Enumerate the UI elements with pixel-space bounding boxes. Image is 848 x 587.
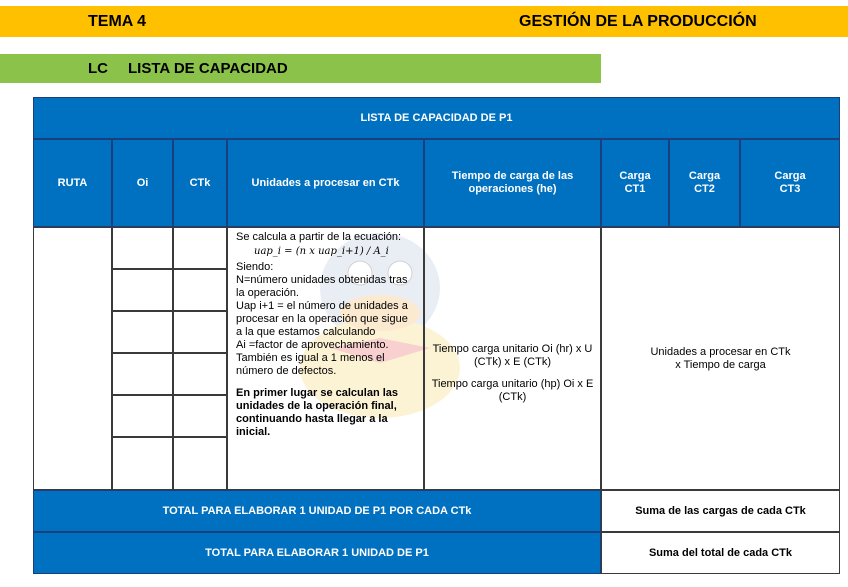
section-code: LC bbox=[88, 60, 108, 77]
time-formula-2: Tiempo carga unitario (hp) Oi x E (CTk) bbox=[431, 378, 594, 403]
topic-label: TEMA 4 bbox=[88, 13, 147, 30]
formula-intro: Se calcula a partir de la ecuación: bbox=[236, 231, 402, 243]
table-title: LISTA DE CAPACIDAD DE P1 bbox=[33, 97, 840, 139]
oi-cell bbox=[112, 269, 173, 311]
col-carga-ct1: Carga CT1 bbox=[601, 139, 669, 227]
load-cell: Unidades a procesar en CTk x Tiempo de carga bbox=[601, 227, 840, 490]
total-value: Suma del total de cada CTk bbox=[601, 532, 840, 574]
units-description-cell bbox=[227, 227, 424, 490]
ctk-cell bbox=[173, 353, 227, 395]
col-tiempo: Tiempo de carga de las operaciones (he) bbox=[424, 139, 601, 227]
oi-cell bbox=[112, 353, 173, 395]
ctk-cell bbox=[173, 311, 227, 353]
ctk-cell bbox=[173, 437, 227, 490]
oi-cell bbox=[112, 395, 173, 437]
explanation-line: N=número unidades obtenidas tras la operación. bbox=[236, 274, 408, 299]
total-per-ctk-value: Suma de las cargas de cada CTk bbox=[601, 490, 840, 532]
ctk-cell bbox=[173, 269, 227, 311]
total-per-ctk-label: TOTAL PARA ELABORAR 1 UNIDAD DE P1 POR CADA CTk bbox=[33, 490, 601, 532]
oi-cell bbox=[112, 311, 173, 353]
calculation-note: En primer lugar se calculan las unidades de la operación final, continuando hasta llegar a la inicial. bbox=[236, 387, 399, 438]
col-ruta: RUTA bbox=[33, 139, 112, 227]
formula: uap_i = (n x uap_i+1) / A_i bbox=[254, 246, 389, 257]
total-label: TOTAL PARA ELABORAR 1 UNIDAD DE P1 bbox=[33, 532, 601, 574]
header-bar bbox=[0, 6, 848, 37]
col-oi: Oi bbox=[112, 139, 173, 227]
ctk-cell bbox=[173, 227, 227, 269]
col-carga-ct2: Carga CT2 bbox=[669, 139, 740, 227]
time-formula-1: Tiempo carga unitario Oi (hr) x U (CTk) x E (CTk) bbox=[432, 343, 593, 368]
ctk-cell bbox=[173, 395, 227, 437]
ruta-cell bbox=[33, 227, 112, 490]
oi-cell bbox=[112, 227, 173, 269]
col-ctk: CTk bbox=[173, 139, 227, 227]
explanation-line: Uap i+1 = el número de unidades a procesar en la operación que sigue a la que estamos calculando bbox=[236, 300, 408, 338]
col-unidades: Unidades a procesar en CTk bbox=[227, 139, 424, 227]
explanation-line: Siendo: bbox=[236, 261, 274, 273]
section-bar bbox=[0, 54, 601, 83]
time-cell bbox=[424, 227, 601, 490]
explanation-line: Ai =factor de aprovechamiento. También es igual a 1 menos el número de defectos. bbox=[236, 339, 389, 377]
col-carga-ct3: Carga CT3 bbox=[740, 139, 840, 227]
oi-cell bbox=[112, 437, 173, 490]
header-title: GESTIÓN DE LA PRODUCCIÓN bbox=[519, 13, 757, 30]
section-title: LISTA DE CAPACIDAD bbox=[128, 60, 288, 77]
